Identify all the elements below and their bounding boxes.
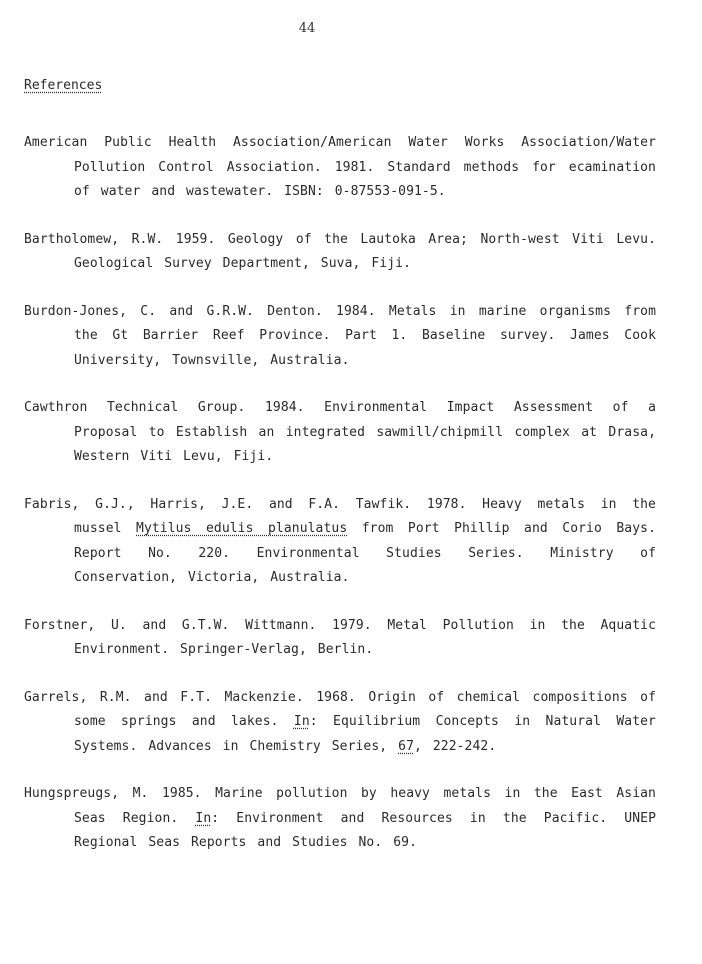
reference-text: Garrels, R.M. and F.T. Mackenzie. 1968. Origin of chemical compositions of some springs and lakes. bbox=[24, 689, 667, 729]
reference-underlined-text: In bbox=[293, 714, 310, 729]
reference-underlined-text: 67 bbox=[398, 738, 414, 754]
references-heading: References bbox=[24, 78, 103, 93]
reference-text: American Public Health Association/American Water Works Association/Water Pollution Control Association. 1981. Standard methods for ecamination of water and wastewater. ISBN: 0-87553-091-5. bbox=[24, 135, 667, 199]
reference-entry bbox=[24, 493, 667, 591]
reference-text: : Environment and Resources in the Pacific. UNEP Regional Seas Reports and Studies No. 69. bbox=[74, 810, 667, 850]
reference-text: Fabris, G.J., Harris, J.E. and F.A. Tawfik. 1978. Heavy metals in the mussel bbox=[24, 496, 667, 536]
reference-entry bbox=[24, 782, 667, 856]
reference-text: : Equilibrium Concepts in Natural Water Systems. Advances in Chemistry Series, bbox=[74, 714, 667, 754]
reference-list bbox=[24, 118, 667, 879]
reference-text: Hungspreugs, M. 1985. Marine pollution by heavy metals in the East Asian Seas Region. bbox=[24, 786, 667, 826]
reference-entry bbox=[24, 228, 667, 277]
reference-text: , 222-242. bbox=[414, 738, 497, 754]
reference-entry bbox=[24, 396, 667, 470]
reference-text: Burdon-Jones, C. and G.R.W. Denton. 1984. Metals in marine organisms from the Gt Barrier Reef Province. Part 1. Baseline survey. James Cook University, Townsville, Australia. bbox=[24, 303, 667, 368]
reference-text: Bartholomew, R.W. 1959. Geology of the Lautoka Area; North-west Viti Levu. Geological Survey Department, Suva, Fiji. bbox=[24, 231, 667, 271]
page-number: 44 bbox=[298, 21, 316, 36]
reference-entry bbox=[24, 686, 667, 760]
reference-entry bbox=[24, 300, 667, 374]
reference-text: from Port Phillip and Corio Bays. Report No. 220. Environmental Studies Series. Ministry of Conservation, Victoria, Australia. bbox=[74, 521, 667, 585]
reference-text: Cawthron Technical Group. 1984. Environmental Impact Assessment of a Proposal to Establish an integrated sawmill/chipmill complex at Drasa, Western Viti Levu, Fiji. bbox=[24, 400, 667, 464]
reference-underlined-text: Mytilus edulis planulatus bbox=[136, 521, 348, 536]
reference-text: Forstner, U. and G.T.W. Wittmann. 1979. Metal Pollution in the Aquatic Environment. Springer-Verlag, Berlin. bbox=[24, 617, 667, 657]
reference-entry bbox=[24, 614, 667, 663]
reference-underlined-text: In bbox=[195, 810, 212, 826]
reference-entry bbox=[24, 131, 667, 205]
